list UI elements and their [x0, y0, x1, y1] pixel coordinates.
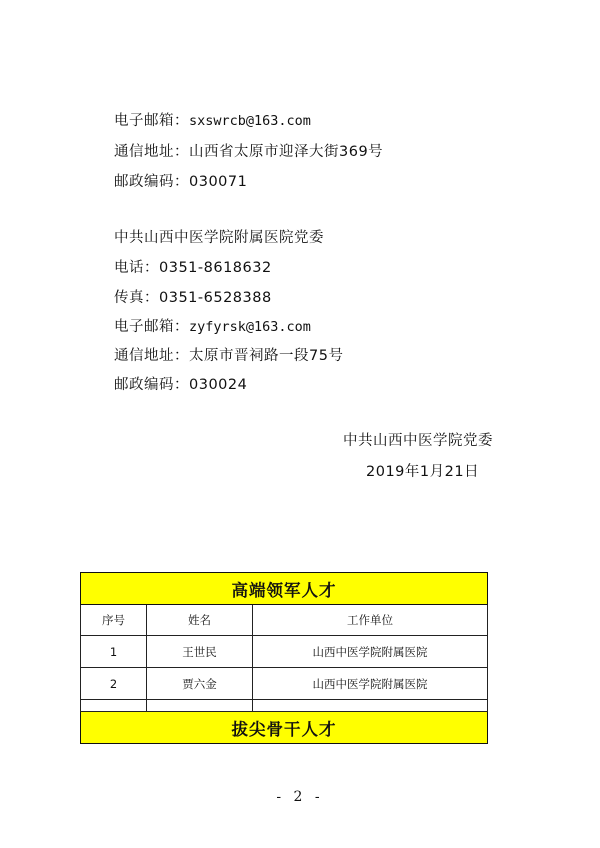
- cell-index: 1: [81, 636, 147, 668]
- email-label-1: 电子邮箱：: [114, 113, 189, 129]
- section-title-1: 高端领军人才: [81, 573, 488, 605]
- section-title-2: 拔尖骨干人才: [81, 712, 488, 744]
- fax-line-2: [114, 288, 272, 308]
- phone-line-2: [114, 258, 272, 278]
- address-line-1: [114, 142, 383, 162]
- column-header-unit: 工作单位: [253, 605, 488, 636]
- column-header-name: 姓名: [147, 605, 253, 636]
- address-line-2: [114, 346, 343, 366]
- address-value-2: 太原市晋祠路一段75号: [189, 348, 344, 364]
- table-header-row: [81, 605, 488, 636]
- cell-name: 贾六金: [147, 668, 253, 700]
- table-row: [81, 668, 488, 700]
- fax-label-2: 传真：: [114, 290, 159, 306]
- phone-label-2: 电话：: [114, 260, 159, 276]
- postcode-line-2: [114, 375, 247, 395]
- table-row: [81, 636, 488, 668]
- email-label-2: 电子邮箱：: [114, 319, 189, 335]
- phone-value-2: 0351-8618632: [159, 260, 272, 276]
- cell-empty: [253, 700, 488, 712]
- email-line-2: [114, 317, 311, 337]
- page-number: - 2 -: [276, 789, 324, 805]
- address-label-1: 通信地址：: [114, 144, 189, 160]
- table-row-empty: [81, 700, 488, 712]
- postcode-value-1: 030071: [189, 174, 248, 190]
- address-label-2: 通信地址：: [114, 348, 189, 364]
- org-name-2: 中共山西中医学院附属医院党委: [114, 230, 324, 246]
- postcode-label-2: 邮政编码：: [114, 377, 189, 393]
- signature-org: 中共山西中医学院党委: [343, 433, 493, 449]
- email-value-1: sxswrcb@163.com: [189, 113, 311, 129]
- cell-unit: 山西中医学院附属医院: [253, 668, 488, 700]
- cell-unit: 山西中医学院附属医院: [253, 636, 488, 668]
- column-header-index: 序号: [81, 605, 147, 636]
- section-band-1: [81, 573, 488, 605]
- email-line-1: [114, 111, 311, 131]
- cell-index: 2: [81, 668, 147, 700]
- postcode-line-1: [114, 172, 247, 192]
- section-band-2: [81, 712, 488, 744]
- talent-table: [80, 572, 488, 744]
- cell-empty: [81, 700, 147, 712]
- email-value-2: zyfyrsk@163.com: [189, 319, 311, 335]
- address-value-1: 山西省太原市迎泽大街369号: [189, 144, 384, 160]
- postcode-value-2: 030024: [189, 377, 248, 393]
- signature-date: 2019年1月21日: [366, 464, 480, 480]
- cell-empty: [147, 700, 253, 712]
- postcode-label-1: 邮政编码：: [114, 174, 189, 190]
- cell-name: 王世民: [147, 636, 253, 668]
- fax-value-2: 0351-6528388: [159, 290, 272, 306]
